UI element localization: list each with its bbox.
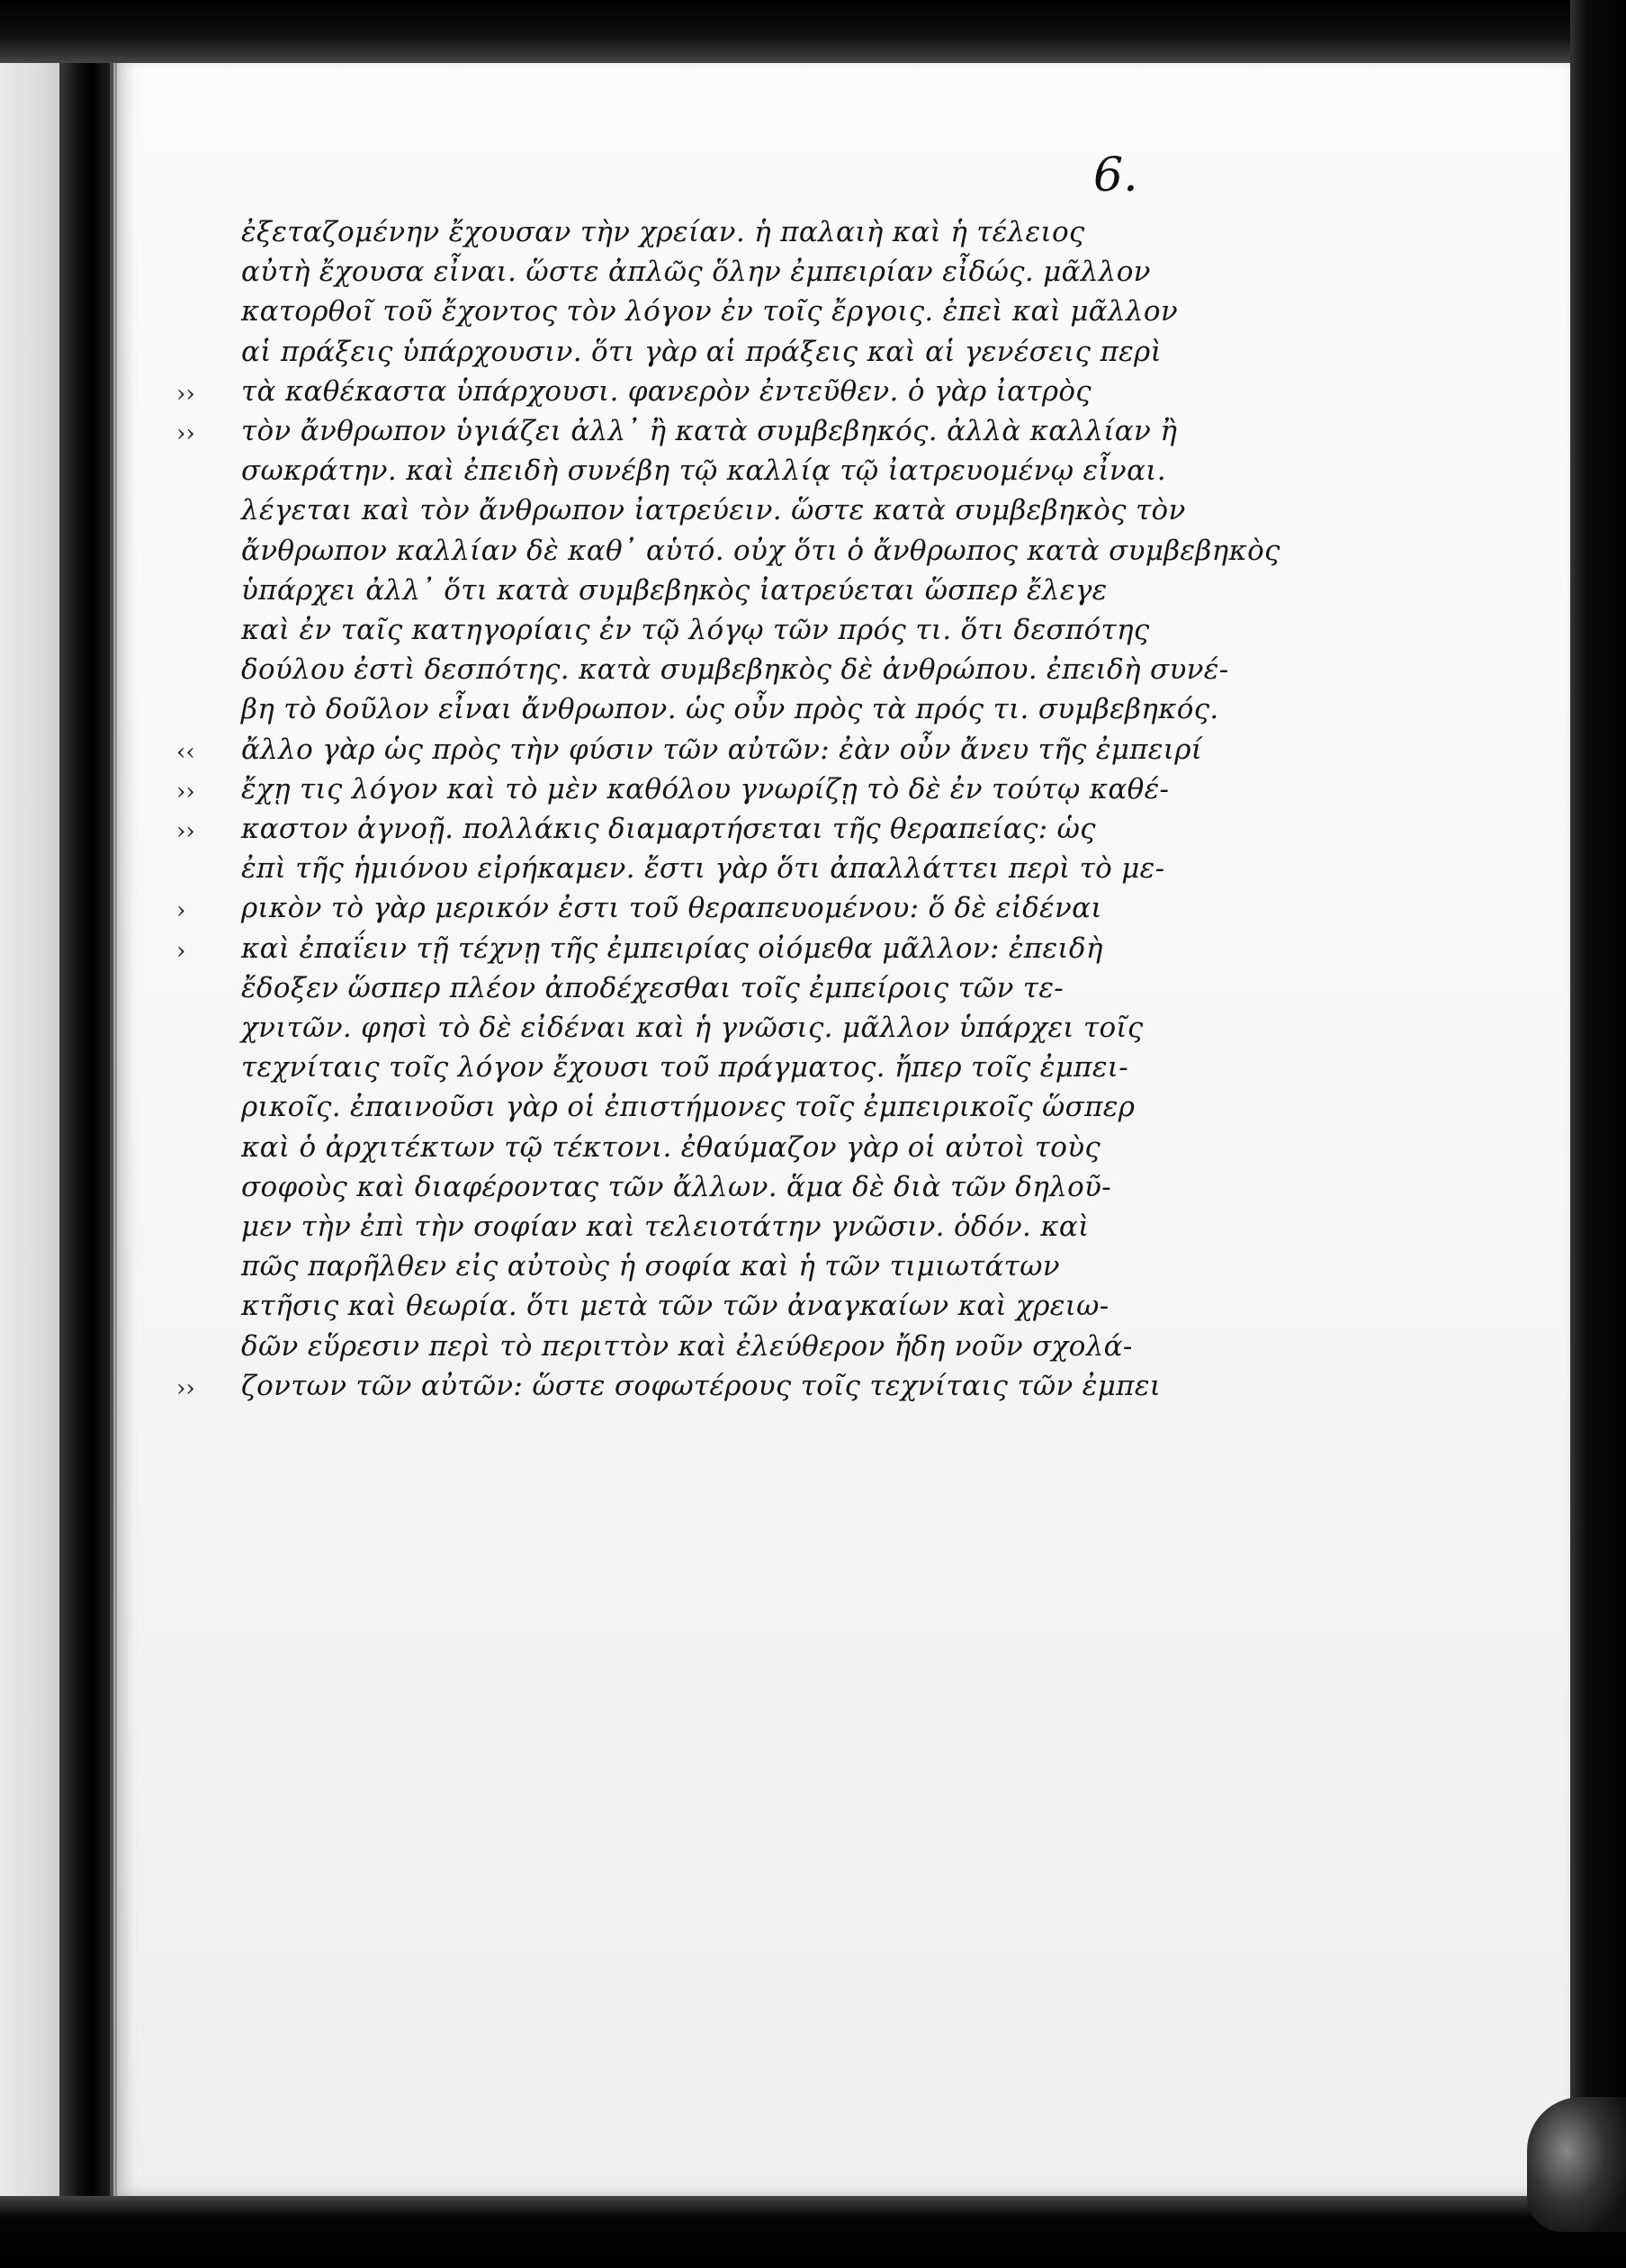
text-line: σωκράτην. καὶ ἐπειδὴ συνέβη τῷ καλλίᾳ τῷ ἰατρευομένῳ εἶναι. [241,454,1166,488]
text-line: καὶ ἐν ταῖς κατηγορίαις ἐν τῷ λόγῳ τῶν πρός τι. ὅτι δεσπότης [241,614,1150,646]
text-line: σοφοὺς καὶ διαφέροντας τῶν ἄλλων. ἅμα δὲ διὰ τῶν δηλοῦ- [241,1170,1111,1203]
text-line: τὸν ἄνθρωπον ὑγιάζει ἀλλ᾽ ἢ κατὰ συμβεβηκός. ἀλλὰ καλλίαν ἢ [241,415,1178,447]
scan-border-top [0,0,1626,63]
text-line: κτῆσις καὶ θεωρία. ὅτι μετὰ τῶν τῶν ἀναγκαίων καὶ χρειω- [241,1290,1109,1323]
text-line: ἔχῃ τις λόγον καὶ τὸ μὲν καθόλου γνωρίζῃ τὸ δὲ ἐν τούτῳ καθέ- [241,772,1170,806]
previous-page-edge [0,0,63,2268]
text-line: ἐξεταζομένην ἔχουσαν τὴν χρείαν. ἡ παλαιὴ καὶ ἡ τέλειος [241,216,1085,248]
text-line: τὰ καθέκαστα ὑπάρχουσι. φανερὸν ἐντεῦθεν. ὁ γὰρ ἰατρὸς [241,374,1091,408]
folio-number: 6. [1093,148,1138,202]
scan-border-right [1570,0,1626,2268]
text-line: πῶς παρῆλθεν εἰς αὐτοὺς ἡ σοφία καὶ ἡ τῶν τιμιωτάτων [241,1250,1060,1283]
text-line: μεν τὴν ἐπὶ τὴν σοφίαν καὶ τελειοτάτην γνῶσιν. ὁδόν. καὶ [241,1210,1090,1243]
margin-mark: ‹‹ [176,738,195,766]
text-line: ρικὸν τὸ γὰρ μερικόν ἐστι τοῦ θεραπευομένου: ὅ δὲ εἰδέναι [241,892,1102,925]
text-line: βη τὸ δοῦλον εἶναι ἄνθρωπον. ὡς οὖν πρὸς τὰ πρός τι. συμβεβηκός. [241,693,1219,726]
text-line: αἱ πράξεις ὑπάρχουσιν. ὅτι γὰρ αἱ πράξεις καὶ αἱ γενέσεις περὶ [241,335,1163,368]
binding-shadow [110,36,117,2214]
text-line: δούλου ἐστὶ δεσπότης. κατὰ συμβεβηκὸς δὲ ἀνθρώπου. ἐπειδὴ συνέ- [241,653,1229,687]
margin-mark: ›› [176,420,195,447]
text-line: ρικοῖς. ἐπαινοῦσι γὰρ οἱ ἐπιστήμονες τοῖς ἐμπειρικοῖς ὥσπερ [241,1091,1136,1124]
text-line: λέγεται καὶ τὸν ἄνθρωπον ἰατρεύειν. ὥστε κατὰ συμβεβηκὸς τὸν [241,494,1186,527]
text-line: ἄλλο γὰρ ὡς πρὸς τὴν φύσιν τῶν αὐτῶν: ἐὰν οὖν ἄνευ τῆς ἐμπειρί [241,733,1203,766]
text-line: τεχνίταις τοῖς λόγον ἔχουσι τοῦ πράγματος. ἤπερ τοῖς ἐμπει- [241,1051,1129,1084]
book-binding [59,0,113,2268]
text-line: ζοντων τῶν αὐτῶν: ὥστε σοφωτέρους τοῖς τεχνίταις τῶν ἐμπει [241,1369,1162,1402]
thumb-holding-page [1527,2097,1626,2232]
text-line: χνιτῶν. φησὶ τὸ δὲ εἰδέναι καὶ ἡ γνῶσις. μᾶλλον ὑπάρχει τοῖς [241,1012,1144,1044]
text-line: καὶ ἐπαΐειν τῇ τέχνῃ τῆς ἐμπειρίας οἰόμεθα μᾶλλον: ἐπειδὴ [241,932,1103,965]
text-line: ἄνθρωπον καλλίαν δὲ καθ᾽ αὑτό. οὐχ ὅτι ὁ ἄνθρωπος κατὰ συμβεβηκὸς [241,534,1280,567]
text-line: καὶ ὁ ἀρχιτέκτων τῷ τέκτονι. ἐθαύμαζον γὰρ οἱ αὐτοὶ τοὺς [241,1130,1101,1164]
text-line: ἐπὶ τῆς ἡμιόνου εἰρήκαμεν. ἔστι γὰρ ὅτι ἀπαλλάττει περὶ τὸ με- [241,852,1165,886]
text-line: ὑπάρχει ἀλλ᾽ ὅτι κατὰ συμβεβηκὸς ἰατρεύεται ὥσπερ ἔλεγε [241,573,1108,607]
margin-mark: ›› [176,380,195,408]
margin-mark: ›› [176,818,195,845]
margin-mark: ›› [176,778,195,806]
margin-mark: › [176,897,186,925]
text-line: καστον ἀγνοῇ. πολλάκις διαμαρτήσεται τῆς θεραπείας: ὡς [241,813,1096,845]
text-line: κατορθοῖ τοῦ ἔχοντος τὸν λόγον ἐν τοῖς ἔργοις. ἐπεὶ καὶ μᾶλλον [241,295,1179,328]
margin-mark: › [176,937,186,965]
margin-mark: ›› [176,1374,195,1402]
text-line: αὐτὴ ἔχουσα εἶναι. ὥστε ἀπλῶς ὅλην ἐμπειρίαν εἶδώς. μᾶλλον [241,256,1151,289]
scan-border-bottom [0,2196,1626,2268]
text-line: ἔδοξεν ὥσπερ πλέον ἀποδέχεσθαι τοῖς ἐμπείροις τῶν τε- [241,971,1065,1004]
text-line: δῶν εὕρεσιν περὶ τὸ περιττὸν καὶ ἐλεύθερον ἤδη νοῦν σχολά- [241,1329,1133,1363]
